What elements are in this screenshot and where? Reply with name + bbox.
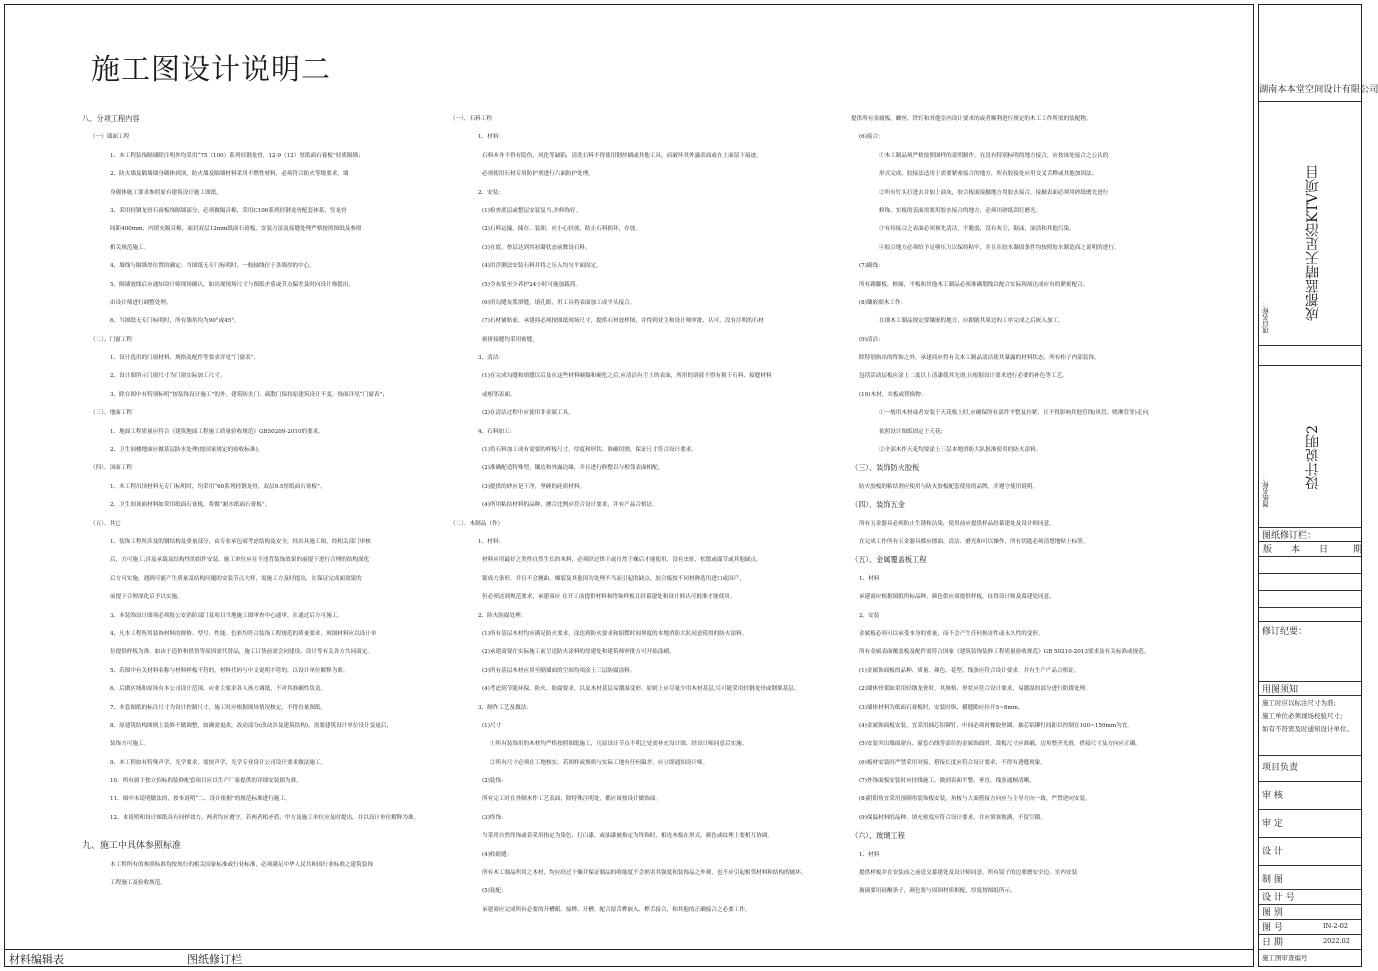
note-line: 所有五金器具必须防止生锈和沾染，使用前应提供样品经幕建处及设计师同意。	[859, 520, 1055, 527]
notice-line-3: 如有不符需及时通知设计单位。	[1262, 725, 1353, 733]
notes-column-1	[82, 110, 432, 892]
note-line: 3、清洁：	[478, 355, 504, 362]
note-line: (2)墙体骨架如采用轻钢龙骨时，其规格、形状应符合设计要求，易潮湿的部分进行防锈处理。	[859, 686, 1091, 693]
review-label: 审 核	[1262, 791, 1283, 801]
note-line: ①一般用木材或者安装于天花板上时,应确保所有部件平整及拉紧，且不得影响其他管线(风管、喷淋管等)走向,	[879, 410, 1150, 417]
note-line: 1、材料	[859, 575, 880, 582]
divider	[1259, 695, 1361, 696]
note-line: 间距400mm，内填充隔音棉，面封双层12mm纸面石膏板，安装方法及接缝处理严格按照图纸及参照	[110, 226, 362, 233]
note-line: ④胶合地方必须给予足够压力以保持粘牢，并且在胶水凝固条件均按照胶水制造商之说明的进行。	[879, 244, 1120, 251]
note-line: 但必须达到规范要求，承建商应 在开工前提供材料和终饰样板且经幕建处和设计师认可批准才能使用。	[482, 594, 736, 601]
note-line: (6)用勾缝灰浆填缝，填孔眼，用工具将表面加工成平头接合。	[482, 299, 636, 306]
note-line: (7)踢线：	[859, 263, 884, 270]
note-line: 除特别指出的终饰之外，承建商应将有关木工制品清洁使其暴露的材料状态，所有柜子内部装饰，	[859, 355, 1100, 362]
note-line: (7)石材铺贴前，承建商必须按图纸现场尺寸，提供石材放样图，并得到业主和设计师审批、认可，没有注明的石材	[482, 318, 765, 325]
note-line: （四）、顶面工程	[90, 465, 132, 472]
note-line: 1、材料：	[478, 134, 504, 141]
review-no-label: 施工图审查编号	[1262, 954, 1308, 962]
note-line: ①所有装饰用的木材均严格按照图纸施工，凡原设计节点不明之处需补充设计图，经设计师同意后实施。	[490, 741, 748, 748]
divider	[1259, 607, 1361, 608]
note-line: 当采用自然终饰或着采用指定为染色，打白漆，或油漆被指定为终饰时，相连木板在形式，颜色或纹理上要相互协调。	[482, 833, 773, 840]
note-line: 1、装饰工程所涉及的钢结构及重量部分，由专业承包商考虑结构及安全，经出具施工图，经相关部门审核	[110, 538, 371, 545]
note-line: (2)承建商要在实际施工前呈送防火涂料的厚建处和建筑师审批方可开始涂刷。	[482, 649, 675, 656]
note-line: 装饰方可施工。	[110, 741, 150, 748]
note-line: 9、本工程如有特殊声学、光学要求，需按声学、光学专业设计公司设计要求做法施工。	[110, 759, 327, 766]
note-line: (1)检查底层或整层安装复当,并修饰好。	[482, 207, 582, 214]
note-line: 后方可实施。遇到可能产生质量及结构问题的安装节点大样，需施工方及时提出，在保证完成面效果的	[110, 575, 362, 582]
divider	[1259, 809, 1361, 810]
divider	[1259, 949, 1361, 950]
note-line: 提供样板并在安装前之前送交幕建处及设计师同意，所有镜子的边要磨安全边，室内安装	[859, 870, 1078, 877]
divider	[1259, 755, 1361, 756]
divider	[1259, 781, 1361, 782]
note-line: 金属板必须可以承受本身的重量，而不会产生任何损害性或永久性的变形。	[859, 630, 1044, 637]
note-line: 2、卫生间楼地面应做基层防水处理(按国家规定的验收标准)。	[110, 447, 264, 454]
divider	[1259, 345, 1361, 346]
note-line: 12、本说明和设计图纸具有同样效力，两者均应遵守，若两者相矛盾，甲方及施工单位应及时提出，并以设计单位解释为准。	[110, 814, 420, 821]
note-line: 8、原建筑结构图则上装修不做调整，如确需更改，改动部分(改动涉及建筑结构)，需要建筑设计单位设计变更后，	[110, 722, 393, 729]
note-line: (3)在底，垫层达到其初凝状态前敷设石料。	[482, 244, 591, 251]
note-line: (9)保温材料的品种、填充密度应符合设计要求，并应填塞饱满，不留空隙。	[859, 814, 1046, 821]
note-line: ②所有尺寸必须在工地核实，若图样或规格与实际工地有任何偏差，应立即通知设计师。	[490, 759, 709, 766]
note-line: （四）、装饰五金	[851, 500, 905, 510]
note-line: 2、防火防腐处理：	[478, 612, 527, 619]
note-line: 本工程所有的参照标准均按现行的相关国家标准或行业标准，必须满足中华人民共和国行业标准之建筑装饰	[110, 861, 373, 868]
notes-column-2	[450, 110, 820, 919]
note-line: （二）、门窗工程	[90, 336, 132, 343]
divider	[1259, 865, 1361, 866]
note-line: 密拼接缝均采用密缝。	[482, 336, 538, 343]
note-line: 工程施工及验收规范。	[110, 880, 166, 887]
note-line: （三）、地面工程	[90, 410, 132, 417]
note-line: 形式完成，胶接法适用于需要紧密接合的地方，所有胶接处应用交叉舌榫或其他加固法。	[879, 171, 1098, 178]
note-line: （五）、其它	[90, 520, 121, 527]
page-title: 施工图设计说明二	[91, 52, 332, 86]
note-line: (2)石料运输，储存，装卸，应小心轻放，防止石料损坏，存放。	[482, 226, 641, 233]
divider	[1259, 590, 1361, 591]
note-line: (4)考虑到节能环保、防火、防腐要求，以及木材基层易潮湿变形，原则上应尽量少用木材基层,尽可能采用轻钢龙骨或钢架基层。	[482, 686, 800, 693]
note-line: 2、防火墙及隔墙墙身砌体到顶，防火墙及隔墙材料采用不燃性材料，必须符合防火等级要求，墙	[110, 171, 349, 178]
note-line: 10、所有属于独立招标的装修配套项目应以生产厂家提供的详细安装图为准。	[110, 778, 302, 785]
note-line: (2)装饰：	[482, 778, 507, 785]
note-line: (4)收缩缝：	[482, 851, 513, 858]
note-line: 2、卫生间顶面材料如采用纸面石膏板，将做“耐水纸面石膏板”。	[110, 502, 271, 509]
note-line: 依照设计图纸固定于天花;	[879, 428, 943, 435]
note-line: 在完成工作所有五金器具都应擦油、清洁、磨光和可以操作，所有钥匙必须清楚地贴上标签。	[859, 538, 1089, 545]
note-line: (3)提供的砂应是干净，坚硬的硅质材料。	[482, 483, 586, 490]
note-line: (4)所用粘结材料的品种，掺合比例应符合设计要求，并有产品合格证。	[482, 502, 658, 509]
note-line: 所有木工制品所用之木材，均应经过干燥并保证制品的收缩度不会损害其强度和装饰品之外观，也不应引起相邻材料和结构的破坏。	[482, 870, 807, 877]
date-value: 2022.02	[1323, 937, 1350, 945]
note-line: (8)镶嵌细木工作：	[859, 299, 907, 306]
drawing-label: 图纸名称：	[1262, 475, 1270, 508]
note-line: 包括活动层板应涂上二度以上清漆使其光滑,且根据设计要求进行必要的补色等工艺。	[859, 373, 1068, 380]
note-line: 5、隔墙放线后应通知设计师现场确认，如出现现场尺寸与图纸矛盾或节点偏差及时向设计师提出，	[110, 281, 355, 288]
note-line: 前提下合理深化后予以实施。	[110, 594, 183, 601]
drawing-name: 设计说明2	[1305, 425, 1321, 490]
note-line: 在细木工制品规定要镶嵌的地方，应跟随其周边的工序完成之后嵌入加工。	[879, 318, 1064, 325]
note-line: 九、施工中具体参照标准	[82, 841, 182, 852]
note-line: 4、石料加工：	[478, 428, 516, 435]
date-label: 日 期	[1262, 938, 1283, 948]
note-line: 玻璃要用硅酮条子，颜色要与周围材质相配，厚度按图纸所示。	[859, 888, 1016, 895]
note-line: 1、地面工程质量应符合《建筑地面工程施工质量验收规范》GB50209-2010的要求。	[110, 428, 324, 435]
note-line: ①木工制品须严格按照图样的说明制作，在没有特别标明的地方接合，应按该处接合之公认的	[879, 152, 1109, 159]
note-line: (5)装配：	[482, 888, 507, 895]
note-line: 1、设计选用的门窗材料、规格及配件等要求详见“门窗表”。	[110, 355, 260, 362]
revision-title: 图纸修订栏：	[1262, 531, 1317, 541]
note-line: 所有金属表面覆盖板及配件需符合国家《建筑装饰装修工程质量验收规范》GB 50210-2013要求及有关标准或规范。	[859, 649, 1150, 656]
divider	[1259, 541, 1361, 542]
note-line: (7)外饰面板安装时应挂线施工，做到表面平整、垂直，线条通顺清晰。	[859, 778, 1035, 785]
notice-line-1: 施工时应以标注尺寸为准;	[1262, 699, 1336, 707]
bottom-strip	[4, 950, 1254, 967]
note-line: 2、设计图所示门窗尺寸为门窗实际加工尺寸。	[110, 373, 226, 380]
note-line: (2)在清洁过程中应使用非金属工具。	[482, 410, 574, 417]
note-line: （二）、木制品（作）	[450, 520, 504, 527]
note-line: 6、后做区域和原场有本公司设计范围，应业主要求各人孩方调纸，不对其准确性负责。	[110, 686, 327, 693]
note-line: 后，方可施工;涉及承载及结构性的组件安装，施工单位应在不违背装饰效果的前提下进行合理的结构深化	[110, 557, 370, 564]
revision-record-label: 修订纪要：	[1262, 627, 1308, 637]
materials-table-label: 材料编辑表	[9, 953, 64, 966]
note-line: 5、若图中有关材料名称与材料样板不符的，材料代码与中文说明不符的，以设计单位解释为准。	[110, 667, 349, 674]
note-line: 7、本套图纸的标注尺寸为设计控制尺寸，施工时应根据现场情况核定，不得直量图纸。	[110, 704, 327, 711]
revision-bar-label: 图纸修订栏	[187, 953, 242, 966]
note-line: 承建商应完成所有必要的开槽眼、接榫、开槽、配合留舌榫嵌入、榫舌接合，和其他的正确接合之必要工作。	[482, 906, 751, 913]
notes-column-3	[851, 110, 1241, 901]
design-no-label: 设 计 号	[1262, 893, 1295, 903]
note-line: 6、当图纸无专门标明时，所有墙角均为90°或45°。	[110, 318, 240, 325]
project-name: 成都蓝晴天足浴KTV项目	[1305, 165, 1321, 321]
divider	[1259, 837, 1361, 838]
note-line: 由设计师进行调整处理。	[110, 299, 172, 306]
note-line: 必须使用石材专用防护剂进行六面防护处理。	[482, 171, 594, 178]
note-line: ②全部木作天花均要涂上三层本地消防大队批准使用的防火涂料。	[879, 447, 1042, 454]
company-name: 湖南本本堂空间设计有限公司	[1259, 84, 1378, 95]
note-line: 所有完工时在外制木作工艺表面，除特殊注明处，都应该按设计做饰面。	[482, 796, 662, 803]
note-line: ②所有钉头打进去并加上油灰，胶合板面接触地方用胶水接合，接触表面必须用砂纸磨光进行	[879, 189, 1109, 196]
note-line: 石料本身不得有隐伤，风化等缺陷，清洗石料不得使用钢丝刷或其他工具，而破坏其外露表面或在上面留下痕迹，	[482, 152, 762, 159]
note-line: (4)用浮测法安装石料并将之压入均匀平面固定。	[482, 263, 602, 270]
note-line: （六）、玻璃工程	[851, 831, 905, 841]
note-line: 八、分项工程内容	[82, 114, 140, 123]
note-line: 提供所有金属板，螺丝，铁钉和其他室内设计要求的或者顺利进行规定的木工工作所需的装配物。	[851, 116, 1092, 122]
note-line: 承建商应根据图纸所标品种、颜色供应商提供样板，征得设计师及幕建处同意。	[859, 594, 1055, 601]
note-line: ③有待接合之表面必须预先清洁，不脆弱，没有灰尘，锯沫，油渍和其他污染。	[879, 226, 1075, 233]
note-line: (3)墙体材料为纸面石膏板时，安装时纵、横缝隙应拉开5~8mm。	[859, 704, 1024, 711]
divider	[1259, 573, 1361, 574]
note-line: (5)安装突出墙面窗台、窗套凸线等部位的金属饰面时，裁板尺寸应准确，边角整齐光滑，搭接尺寸及方向应正确。	[859, 741, 1142, 748]
note-line: 3、除在图中有特别标明“按装饰设计施工”的外，建筑防火门、疏散门保持原建筑设计不变，饰面详见“门窗表”；	[110, 391, 388, 398]
title-block: 湖南本本堂空间设计有限公司 项目名称： 成都蓝晴天足浴KTV项目 图纸名称： 设计说明2 图纸修订栏： 版 本 日 期 修订纪要： 用图须知 施工时应以标注尺寸为准; 施工单位必须现场校验尺寸; 如有不符需及时通知设计单位。 项目负责 审 核 审 定 设 计 制 图 设 计 号 图 别 图 号 IN-2-02 日 期 2022.02 施工图审查编号	[1258, 4, 1362, 967]
note-line: (1)将石料加工成有需要的样板尺寸、厚度和形状、准确切割，保证尺寸符合设计要求。	[482, 447, 697, 454]
note-line: (1)在完成勾缝和填缝以后及在这些材料硬凝和硬化之后,应清洁有尘土的表面，所用的溶液不得有损于石料、接缝材料	[482, 373, 772, 380]
note-line: 修饰，实板的表面需要用胶水接合的地方，必须用砂纸刮打磨光。	[879, 207, 1042, 214]
note-line: 1、材料	[859, 851, 880, 858]
note-line: （三）、装饰防火胶板	[851, 463, 920, 473]
project-lead-label: 项目负责	[1262, 763, 1299, 773]
note-line: 3、制作工艺及做法：	[478, 704, 532, 711]
divider	[1259, 101, 1361, 102]
note-line: 3、本装饰设计图须必须报公安消防部门及项目当地施工图审查中心通审，在通过后方可施工。	[110, 612, 343, 619]
drawing-no-label: 图 号	[1262, 923, 1283, 933]
note-line: 1、本工程装饰隔墙除注明外均采用“75（100）系列轻钢龙骨，12-9（12）厚纸面石膏板”轻质隔墙；	[110, 152, 364, 159]
note-line: (3)终饰：	[482, 814, 507, 821]
note-line: (1)尺寸	[482, 722, 502, 729]
note-line: 1、本工程吊顶材料无专门标明时，均采用“60系列轻钢龙骨，双层9.5厚纸面石膏板”。	[110, 483, 326, 490]
note-line: (6)板材安装时严禁采用对接，搭接长度应符合设计要求，不得有透缝现象。	[859, 759, 1046, 766]
note-line: (8)阴阳角宜采用预制角装饰板安装，角板与大面搭接方向应与主导方向一致，严禁逆向安装。	[859, 796, 1091, 803]
category-label: 图 别	[1262, 908, 1283, 918]
approve-label: 审 定	[1262, 819, 1283, 829]
note-line: （一）、石料工程	[450, 116, 492, 122]
note-line: (10)木材、夹板或替换物：	[859, 391, 927, 398]
note-line: (2)准确配造特殊型，镶边和外露边缘，并且进行修整以与相邻表面相配。	[482, 465, 664, 472]
note-line: （五）、金属覆盖板工程	[851, 555, 927, 565]
divider	[1259, 621, 1361, 622]
note-line: 或相邻表面。	[482, 391, 516, 398]
note-line: 防火胶板的粘结剂应使用与防火胶板配套使用的品牌，并遵守使用说明。	[859, 483, 1039, 490]
note-line: 1、材料：	[478, 538, 504, 545]
divider	[1259, 556, 1361, 557]
note-line: 锯成方条形，并且不会翘曲，爆裂及其他因为处理不当而引起的缺点，胶合板按不同材种选用进口或国产，	[482, 575, 745, 582]
design-label: 设 计	[1262, 847, 1283, 857]
note-line: 4、墙线与隔墙厚位置的确定：当图纸无专门标明时，一般轴线位于各墙厚的中心。	[110, 263, 315, 270]
drawing-no-value: IN-2-02	[1323, 922, 1349, 930]
draw-label: 制 图	[1262, 875, 1283, 885]
note-line: 4、凡本工程所用装饰材料的规格、型号、性能、色彩均符合装饰工程规范的质量要求，须图材料应以设计单	[110, 630, 377, 637]
note-line: 11、图中未说明做法的，按本说明“二、设计依据”的规范标准进行施工。	[110, 796, 291, 803]
note-line: 材料应用最好之类性自然生长的木料，必须经过烘干或自然干燥后才能使用，没有虫蛀，松散或腐节或其他缺点，	[482, 557, 762, 564]
note-line: (5)令灰浆至少养护24小时可施加载荷。	[482, 281, 581, 288]
note-line: 所有踢脚板，框缘，平板和其他木工制品必须准确划线以配合实际现场达成应有的紧密配合。	[859, 281, 1089, 288]
note-line: 2、安装：	[478, 189, 504, 196]
note-line: 身砌体施工要求参照原有建筑设计施工图纸。	[110, 189, 222, 196]
notice-line-2: 施工单位必须现场校验尺寸;	[1262, 712, 1343, 720]
divider	[1259, 365, 1361, 366]
note-line: 2、安装	[859, 612, 880, 619]
note-line: （一）墙面工程	[90, 134, 130, 141]
note-line: (1)所有基层木材均应满足防火要求，涂达到防火要求和阻燃时间界度的本地消防大队同意使用的防火涂料。	[482, 630, 748, 637]
note-line: (1)金属饰面板的品种、质量、颜色、花型、线条应符合设计要求，并有生产产品合格证。	[859, 667, 1080, 674]
notice-title: 用图须知	[1262, 685, 1299, 695]
note-line: 相关规范施工。	[110, 244, 150, 251]
note-line: 3、采用轻钢龙骨石膏板饰隔墙部分，必须做隔音棉，采用C100系列轻钢龙骨配套体系，竖龙骨	[110, 207, 347, 214]
note-line	[82, 827, 432, 837]
note-line: 位提供样板为准。如由于造价和供货等原因需代替品，施工订货前需会同建设、设计等有关各方共同商定。	[110, 649, 373, 656]
note-line: (9)清洁：	[859, 336, 884, 343]
note-line: (6)接合：	[859, 134, 884, 141]
note-line: (4)金属饰面板安装，宜采用抽芯铝铆钉，中间必须衬橡胶垫圈。抽芯铝铆钉间距以控制在100~150mm为宜。	[859, 722, 1133, 729]
note-line: (3)所有基层木材应用至隔墙面的空间均须涂上三层防腐涂料。	[482, 667, 636, 674]
project-label: 项目名称：	[1262, 301, 1270, 334]
